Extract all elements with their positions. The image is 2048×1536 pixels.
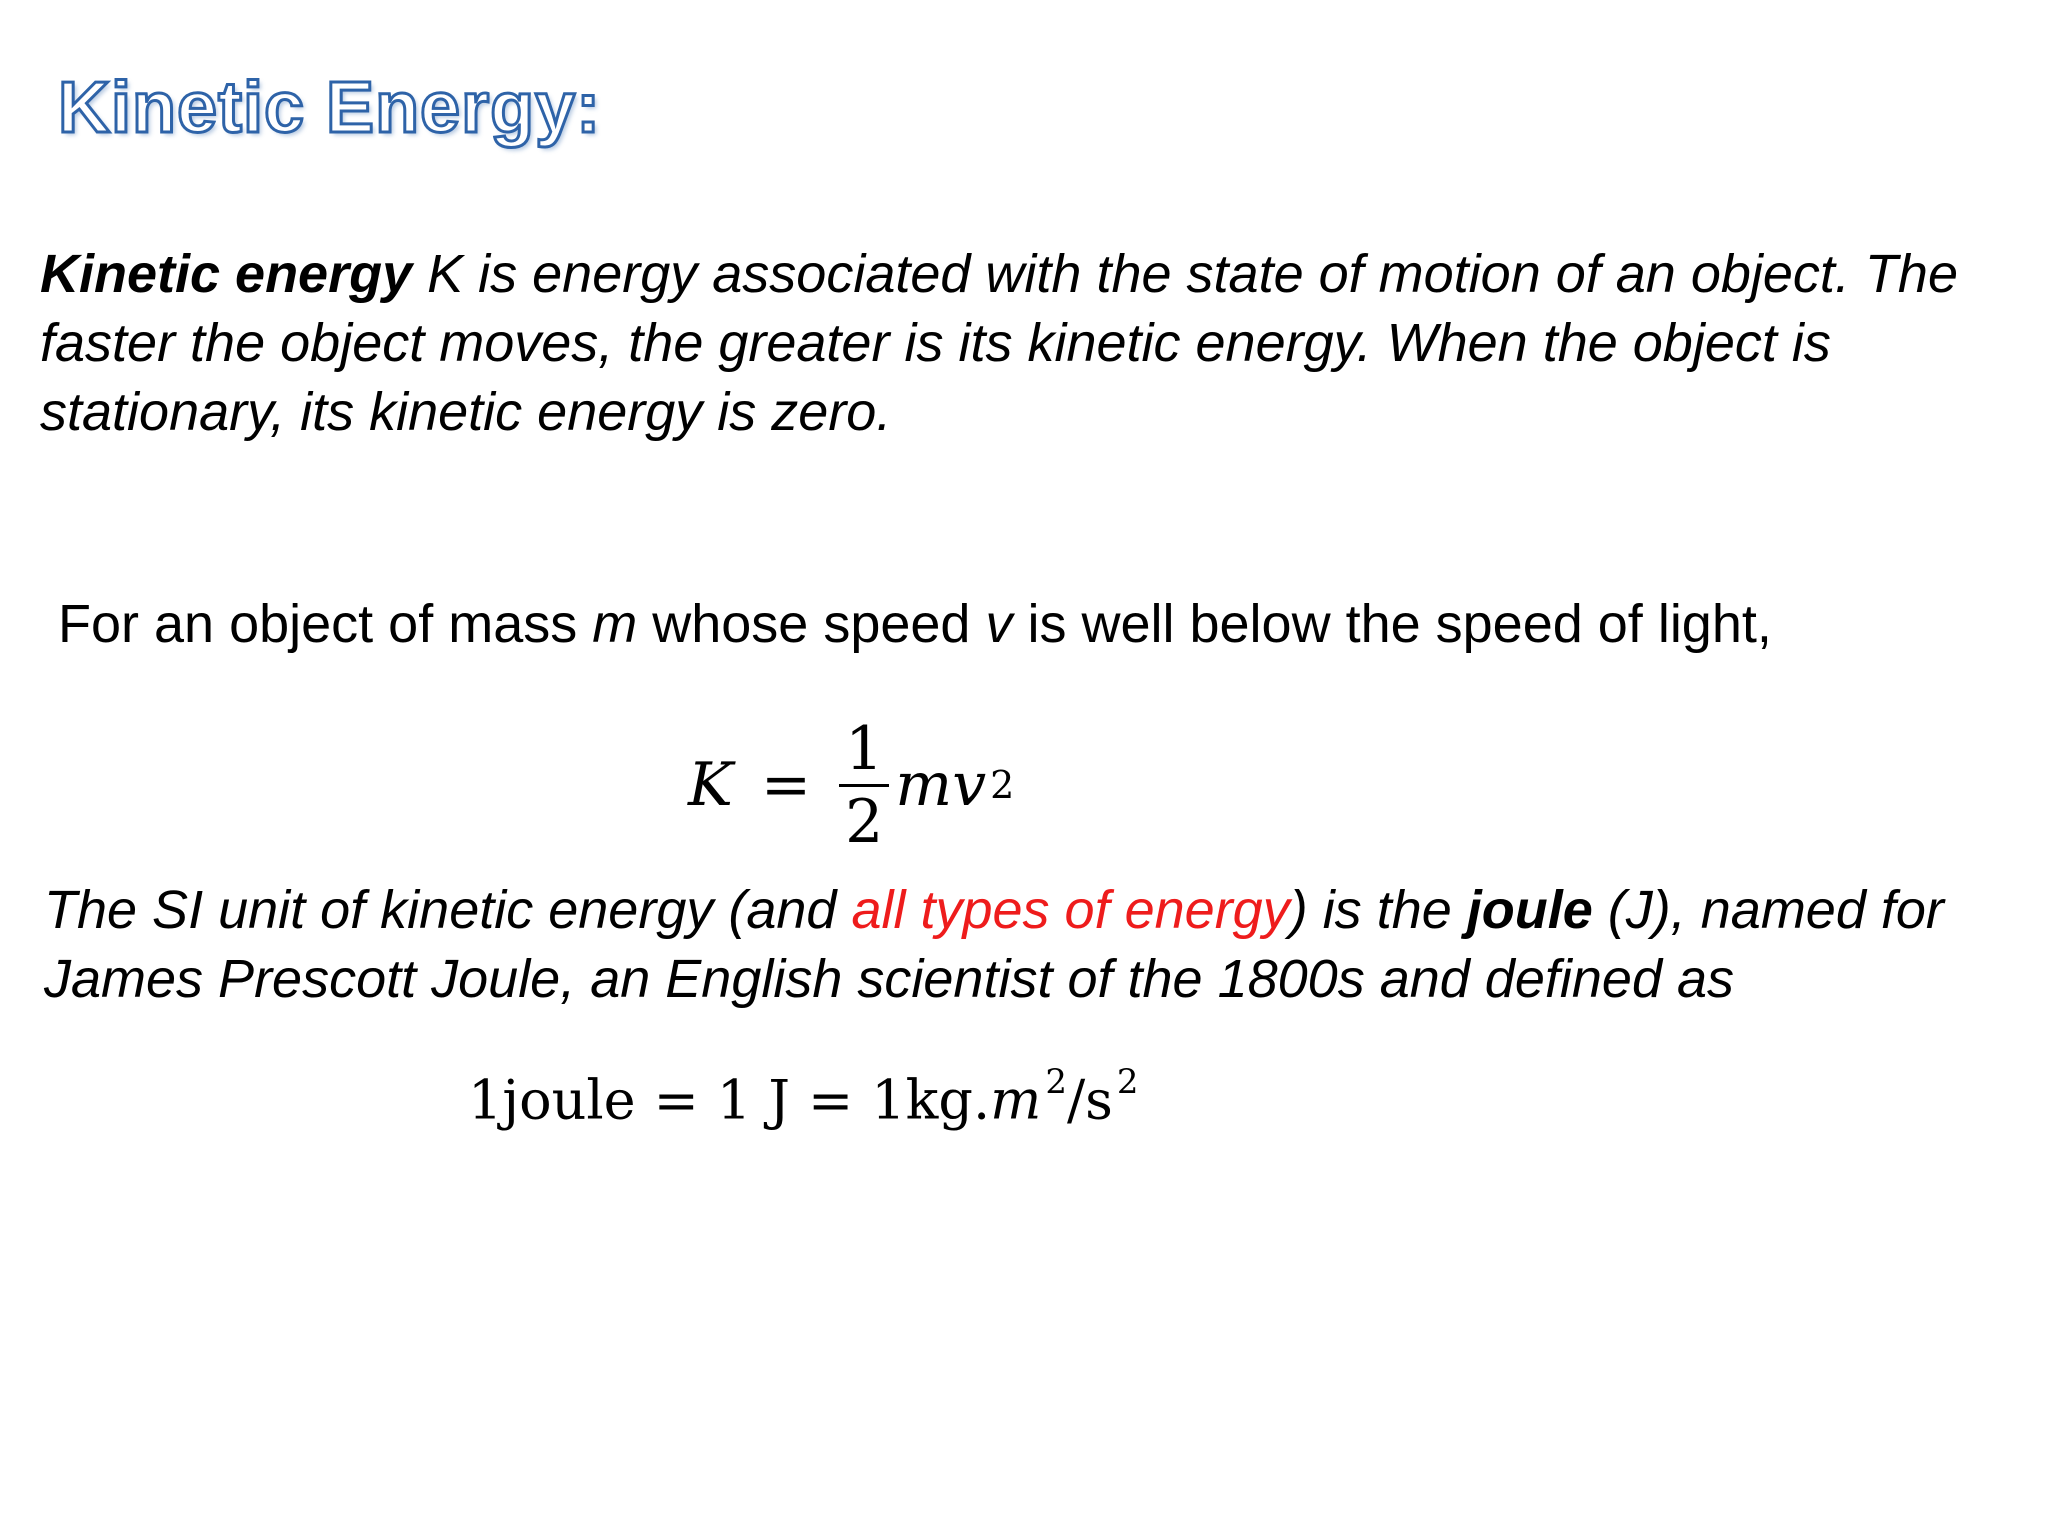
joule-equals-1: = xyxy=(653,1068,699,1132)
mass-sentence-part2: whose speed xyxy=(637,594,986,654)
joule-definition-equation xyxy=(468,1046,1139,1137)
joule-lhs: 1joule xyxy=(468,1068,636,1132)
kinetic-energy-definition xyxy=(40,240,2020,447)
slide-title: Kinetic Energy: xyxy=(58,68,602,148)
si-unit-sentence xyxy=(44,876,2024,1014)
equation-rhs-mv: mv xyxy=(895,750,987,820)
joule-rhs-per-s: /s xyxy=(1066,1068,1113,1132)
mass-speed-sentence xyxy=(58,590,2018,659)
mass-variable: m xyxy=(592,594,638,654)
speed-variable: v xyxy=(985,594,1013,654)
joule-rhs-exp1: 2 xyxy=(1045,1062,1067,1102)
joule-rhs-kg: 1kg. xyxy=(871,1068,991,1132)
kinetic-energy-equation xyxy=(688,700,1014,870)
equation-lhs-k: K xyxy=(688,750,733,820)
definition-text: K is energy associated with the state of motion of an object. The faster the object moves, the greater is its kinetic energy. When the object is stationary, its kinetic energy is zero. xyxy=(40,244,1958,442)
mass-sentence-part3: is well below the speed of light, xyxy=(1012,594,1772,654)
si-sentence-part3: (J), named for James Prescott Joule, an English scientist of the 1800s and defined as xyxy=(44,880,1944,1009)
equation-equals: = xyxy=(760,750,812,820)
fraction-one-half xyxy=(839,713,889,857)
term-joule: joule xyxy=(1466,880,1593,940)
joule-rhs-exp2: 2 xyxy=(1116,1062,1139,1102)
joule-mid: 1 J xyxy=(716,1068,791,1132)
highlight-all-types-of-energy: all types of energy xyxy=(851,880,1290,940)
joule-equals-2: = xyxy=(808,1068,854,1132)
joule-rhs-m: m xyxy=(990,1068,1042,1132)
term-kinetic-energy: Kinetic energy xyxy=(40,244,413,304)
equation-exponent: 2 xyxy=(990,763,1015,807)
si-sentence-part2: ) is the xyxy=(1289,880,1467,940)
si-sentence-part1: The SI unit of kinetic energy (and xyxy=(44,880,852,940)
mass-sentence-part1: For an object of mass xyxy=(58,594,593,654)
fraction-numerator: 1 xyxy=(845,713,884,784)
fraction-denominator: 2 xyxy=(845,786,884,857)
